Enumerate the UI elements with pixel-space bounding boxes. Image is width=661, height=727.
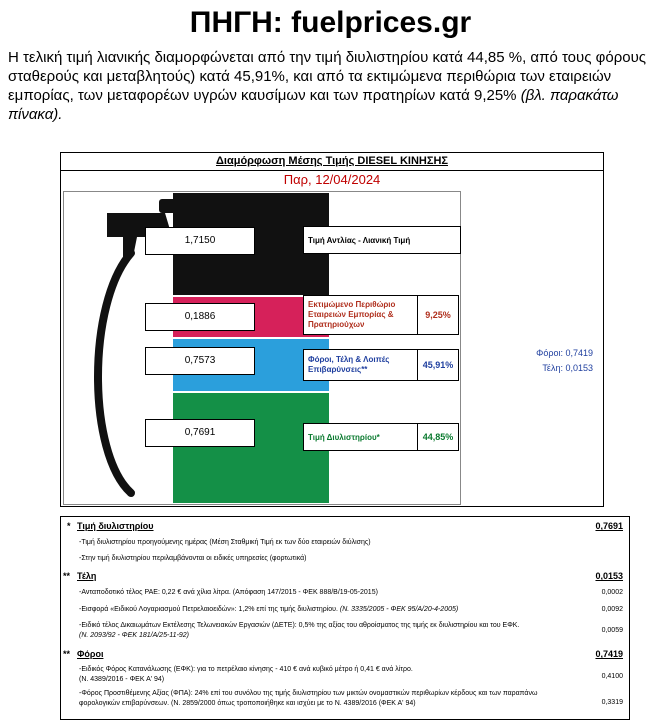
fees-item-2-ref: (Ν. 3335/2005 - ΦΕΚ 95/Α/20-4-2005) bbox=[339, 606, 459, 613]
taxes-item-2-text: -Φόρος Προστιθέμενης Αξίας (ΦΠΑ): 24% επί του συνόλου της τιμής διυλιστηρίου των μικτών ονομαστικών περιθωρίων κέρδους και των παραπάνω φορολογικών επιβαρύνσεων. bbox=[79, 690, 538, 707]
price-panel bbox=[60, 152, 604, 507]
label-refinery-text: Τιμή Διυλιστηρίου* bbox=[308, 432, 380, 442]
taxes-item-1-ref: (Ν. 4389/2016 - ΦΕΚ Α' 94) bbox=[79, 676, 165, 683]
value-refinery: 0,7691 bbox=[145, 419, 255, 447]
side-taxes-value: 0,7419 bbox=[565, 348, 593, 358]
panel-title: Διαμόρφωση Μέσης Τιμής DIESEL ΚΙΝΗΣΗΣ bbox=[61, 153, 603, 171]
label-taxes-text: Φόροι, Τέλη & Λοιπές Επιβαρύνσεις** bbox=[308, 355, 390, 374]
fees-item-1-text: -Ανταποδοτικό τέλος ΡΑΕ: 0,22 € ανά χίλια λίτρα. (Απόφαση 147/2015 - ΦΕΚ 888/Β/19-05-2015) bbox=[79, 589, 378, 596]
fees-item-2-text: -Εισφορά «Ειδικού Λογαριασμού Πετρελαιοειδών»: 1,2% επί της τιμής διυλιστηρίου. bbox=[79, 606, 338, 613]
side-taxes bbox=[529, 348, 593, 358]
panel-date: Παρ, 12/04/2024 bbox=[283, 172, 381, 187]
refinery-title: Τιμή διυλιστηρίου bbox=[77, 521, 154, 531]
value-margin: 0,1886 bbox=[145, 303, 255, 331]
side-fees-value: 0,0153 bbox=[565, 363, 593, 373]
label-retail-text: Τιμή Αντλίας - Λιανική Τιμή bbox=[308, 235, 411, 245]
pct-margin bbox=[417, 295, 459, 335]
label-margin bbox=[303, 295, 419, 335]
taxes-value: 0,7419 bbox=[595, 649, 623, 659]
fees-value: 0,0153 bbox=[595, 571, 623, 581]
side-fees-label: Τέλη: bbox=[542, 363, 563, 373]
intro-note: (βλ. παρακάτω πίνακα). bbox=[8, 87, 619, 123]
pct-taxes bbox=[417, 349, 459, 381]
refinery-note-2: -Στην τιμή διυλιστηρίου περιλαμβάνονται οι ειδικές υπηρεσίες (φορτωτικά) bbox=[79, 555, 307, 562]
label-retail bbox=[303, 226, 461, 254]
taxes-marker: ** bbox=[63, 649, 71, 659]
pct-refinery bbox=[417, 423, 459, 451]
side-fees bbox=[529, 363, 593, 373]
fees-item-2-value: 0,0092 bbox=[601, 606, 623, 613]
side-taxes-label: Φόροι: bbox=[536, 348, 563, 358]
refinery-note-1: -Τιμή διυλιστηρίου προηγούμενης ημέρας (Μέση Σταθμική Τιμή εκ των δύο εταιρειών διύλισης) bbox=[79, 539, 371, 546]
fees-item-3-value: 0,0059 bbox=[601, 627, 623, 634]
pct-refinery-text: 44,85% bbox=[422, 432, 454, 442]
label-margin-text: Εκτιμώμενο Περιθώριο Εταιρειών Εμπορίας & Πρατηριούχων bbox=[308, 300, 396, 329]
value-taxes: 0,7573 bbox=[145, 347, 255, 375]
pct-taxes-text: 45,91% bbox=[422, 360, 454, 370]
value-retail: 1,7150 bbox=[145, 227, 255, 255]
pct-margin-text: 9,25% bbox=[425, 310, 451, 320]
taxes-item-2-ref: (Ν. 2859/2000 όπως τροποποιήθηκε και ισχύει με το Ν. 4389/2016 (ΦΕΚ Α' 94) bbox=[171, 700, 416, 707]
fees-item-1-value: 0,0002 bbox=[601, 589, 623, 596]
taxes-item-1-value: 0,4100 bbox=[601, 673, 623, 680]
intro-main: Η τελική τιμή λιανικής διαμορφώνεται από την τιμή διυλιστηρίου κατά 44,85 %, από τους φόρους σταθερούς και μεταβλητούς) κατά 45,91%, και από τα εκτιμώμενα περιθώρια των εταιρειών εμπορίας, των μεταφορέων υγρών καυσίμων και των πρατηρίων κατά 9,25% bbox=[8, 49, 646, 104]
breakdown-table bbox=[60, 516, 630, 720]
fees-title: Τέλη bbox=[77, 571, 97, 581]
refinery-value: 0,7691 bbox=[595, 521, 623, 531]
pump-hose bbox=[98, 253, 131, 493]
fees-marker: ** bbox=[63, 571, 71, 581]
fees-item-3-ref: (Ν. 2093/92 - ΦΕΚ 181/Α/25-11-92) bbox=[79, 632, 190, 639]
refinery-marker: * bbox=[67, 521, 71, 531]
taxes-item-2-value: 0,3319 bbox=[601, 699, 623, 706]
intro-text bbox=[8, 48, 656, 124]
label-refinery bbox=[303, 423, 419, 451]
label-taxes bbox=[303, 349, 419, 381]
taxes-title: Φόροι bbox=[77, 649, 104, 659]
taxes-item-1-text: -Ειδικός Φόρος Κατανάλωσης (ΕΦΚ): για το πετρέλαιο κίνησης - 410 € ανά κυβικό μέτρο ή 0,41 € ανά λίτρο. bbox=[79, 666, 413, 673]
source-title: ΠΗΓΗ: fuelprices.gr bbox=[189, 6, 472, 39]
fees-item-3-text: -Ειδικό τέλος Δικαιωμάτων Εκτέλεσης Τελωνειακών Εργασιών (ΔΕΤΕ): 0,5% της αξίας του αθροίσματος της τιμής εκ διυλιστηρίου και του ΕΦΚ. bbox=[79, 622, 520, 629]
